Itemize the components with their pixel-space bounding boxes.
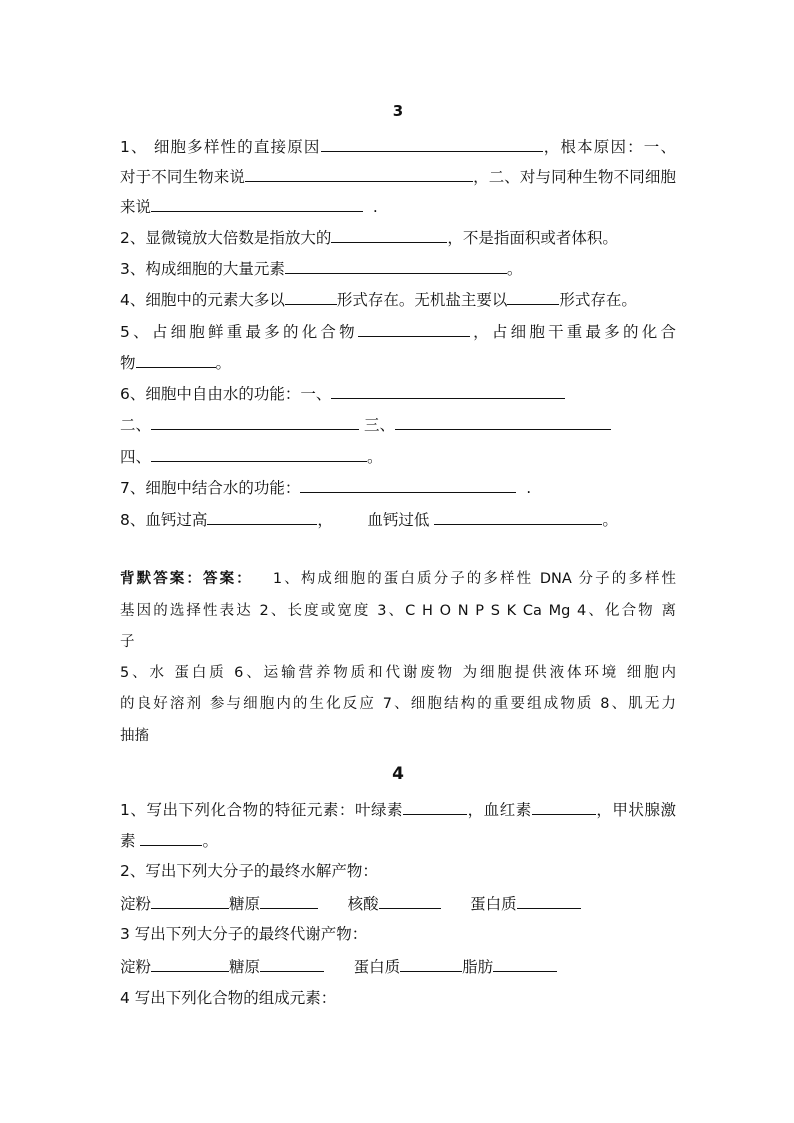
blank[interactable] — [260, 893, 318, 909]
blank[interactable] — [321, 136, 543, 152]
blank[interactable] — [151, 414, 359, 430]
blank[interactable] — [358, 321, 470, 337]
question-8: 8、血钙过高 ， 血钙过低 。 — [120, 511, 618, 529]
blank[interactable] — [260, 956, 324, 972]
blank[interactable] — [331, 227, 447, 243]
blank[interactable] — [285, 258, 507, 274]
question-4: 4、细胞中的元素大多以 形式存在。无机盐主要以 形式存在。 — [120, 291, 637, 309]
s4-question-3-blanks: 淀粉 糖原 蛋白质 脂肪 — [120, 956, 557, 977]
answer-label: 背默答案：答案： — [120, 571, 253, 587]
section-number-4: 4 — [392, 764, 404, 784]
blank[interactable] — [403, 799, 467, 815]
answer-line-5: 的良好溶剂 参与细胞内的生化反应 7、细胞结构的重要组成物质 8、肌无力 — [120, 696, 676, 712]
question-7: 7、细胞中结合水的功能： . — [120, 479, 532, 497]
question-1-line-2: 对于不同生物来说 ，二、对与同种生物不同细胞 — [120, 168, 676, 186]
blank[interactable] — [151, 196, 363, 212]
s4-question-4: 4 写出下列化合物的组成元素： — [120, 989, 337, 1007]
blank[interactable] — [151, 893, 229, 909]
question-6-line-1: 6、细胞中自由水的功能：一、 — [120, 383, 565, 404]
question-1-line-1: 1、 细胞多样性的直接原因 ，根本原因：一、 — [120, 138, 676, 156]
blank[interactable] — [379, 893, 441, 909]
question-5-line-1: 5、占细胞鲜重最多的化合物 ，占细胞干重最多的化合 — [120, 323, 676, 341]
question-5-line-2: 物 。 — [120, 354, 232, 372]
answer-line-3: 子 — [120, 634, 135, 650]
s4-question-2: 2、写出下列大分子的最终水解产物： — [120, 862, 378, 880]
question-6-line-2: 二、 三、 — [120, 414, 611, 435]
answer-line-1: 背默答案：答案： 1、构成细胞的蛋白质分子的多样性 DNA 分子的多样性 — [120, 571, 677, 587]
blank[interactable] — [507, 289, 559, 305]
s4-question-1-line-2: 素 。 — [120, 832, 218, 850]
s4-question-3: 3 写出下列大分子的最终代谢产物： — [120, 925, 368, 943]
blank[interactable] — [395, 414, 611, 430]
blank[interactable] — [207, 509, 317, 525]
question-1-line-3: 来说 . — [120, 198, 378, 216]
blank[interactable] — [434, 509, 602, 525]
blank[interactable] — [151, 446, 367, 462]
blank[interactable] — [532, 799, 596, 815]
s4-question-1-line-1: 1、写出下列化合物的特征元素：叶绿素 ，血红素 ，甲状腺激 — [120, 801, 676, 819]
s4-question-2-blanks: 淀粉 糖原 核酸 蛋白质 — [120, 893, 581, 914]
blank[interactable] — [245, 166, 473, 182]
blank[interactable] — [493, 956, 557, 972]
blank[interactable] — [400, 956, 462, 972]
blank[interactable] — [140, 830, 202, 846]
answer-line-2: 基因的选择性表达 2、长度或宽度 3、C H O N P S K Ca Mg 4、化合物 离 — [120, 603, 676, 619]
question-2: 2、显微镜放大倍数是指放大的 ，不是指面积或者体积。 — [120, 229, 618, 247]
answer-line-4: 5、水 蛋白质 6、运输营养物质和代谢废物 为细胞提供液体环境 细胞内 — [120, 665, 676, 681]
blank[interactable] — [151, 956, 229, 972]
blank[interactable] — [331, 383, 565, 399]
blank[interactable] — [517, 893, 581, 909]
question-3: 3、构成细胞的大量元素 。 — [120, 260, 523, 278]
answer-line-6: 抽搐 — [120, 728, 149, 744]
blank[interactable] — [136, 352, 216, 368]
blank[interactable] — [285, 289, 337, 305]
section-number-3: 3 — [392, 102, 404, 120]
blank[interactable] — [300, 477, 516, 493]
question-6-line-3: 四、 。 — [120, 448, 383, 466]
